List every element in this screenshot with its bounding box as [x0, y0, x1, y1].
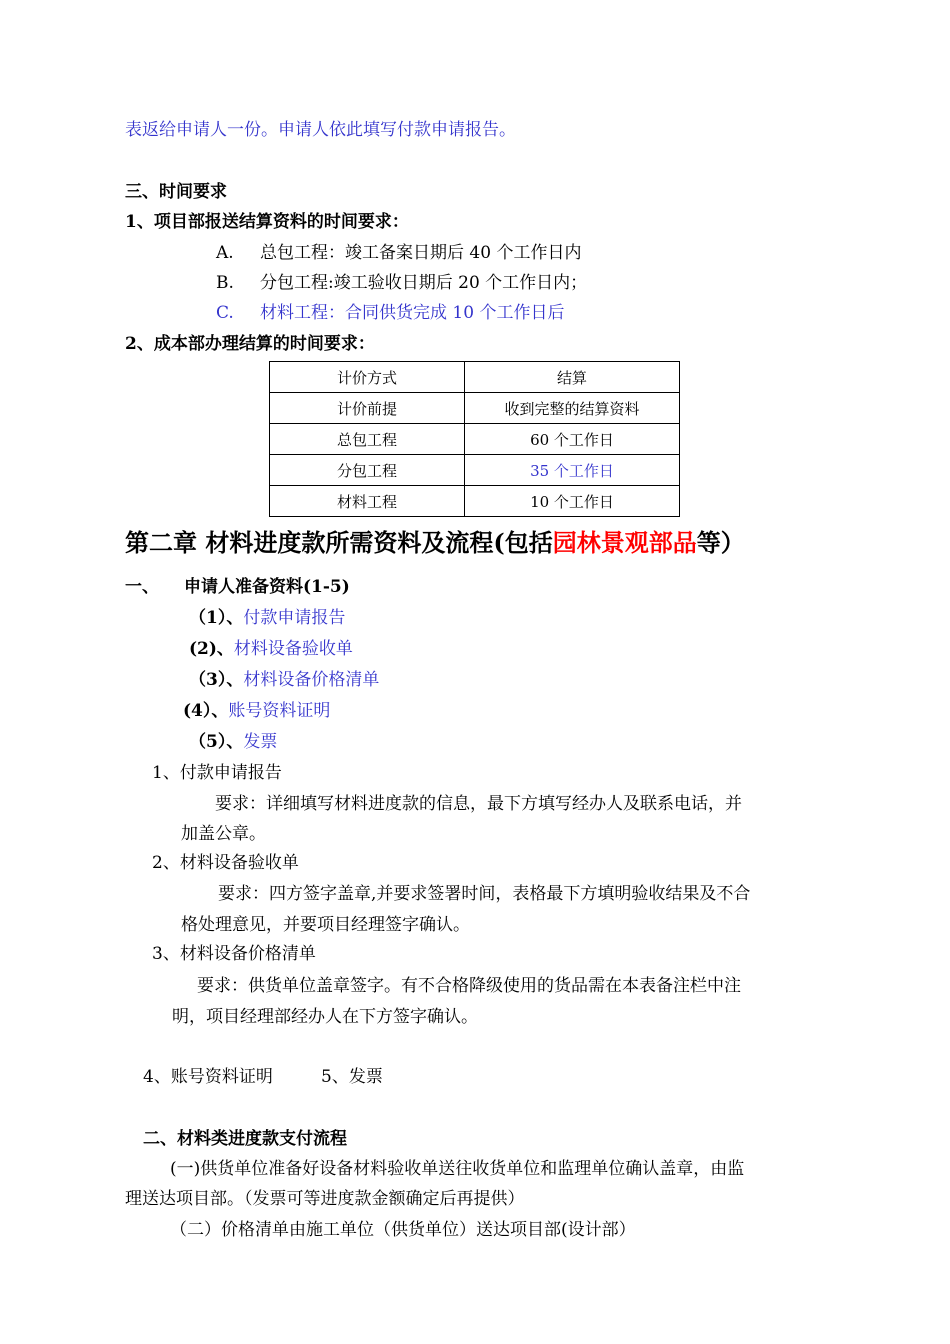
list-item	[189, 730, 277, 754]
table-row	[270, 486, 680, 517]
table-cell: 收到完整的结算资料	[465, 393, 680, 424]
paragraph-line: (一)供货单位准备好设备材料验收单送往收货单位和监理单位确认盖章，由监	[170, 1159, 745, 1179]
table-row	[270, 362, 680, 393]
list-item	[189, 606, 345, 630]
detail-requirement: 加盖公章。	[181, 824, 266, 844]
table-row	[270, 424, 680, 455]
detail-requirement: 格处理意见，并要项目经理签字确认。	[181, 915, 470, 935]
detail-requirement: 明，项目经理部经办人在下方签字确认。	[172, 1007, 478, 1027]
section3-item2-heading: 2、成本部办理结算的时间要求：	[125, 334, 375, 354]
list-item	[189, 668, 379, 692]
list-item-text: 发票	[243, 732, 278, 752]
time-line-text: 总包工程：竣工备案日期后 40 个工作日内	[260, 243, 582, 263]
detail-requirement: 要求：详细填写材料进度款的信息，最下方填写经办人及联系电话，并	[215, 794, 742, 814]
list-item-text: 账号资料证明	[228, 701, 331, 721]
table-cell: 计价方式	[270, 362, 465, 393]
list-item-num: （5）、	[189, 732, 244, 752]
detail-requirement: 要求：四方签字盖章,并要求签署时间，表格最下方填明验收结果及不合	[218, 884, 751, 904]
table-row	[270, 455, 680, 486]
section3-item1-heading: 1、项目部报送结算资料的时间要求：	[125, 212, 409, 232]
chapter-title-main: 第二章 材料进度款所需资料及流程(包括	[125, 528, 553, 557]
paragraph-line: 理送达项目部。（发票可等进度款金额确定后再提供）	[125, 1189, 525, 1209]
time-line-letter: C.	[216, 303, 234, 323]
list-item-num: (2)、	[189, 639, 234, 659]
section3-heading: 三、时间要求	[125, 182, 227, 202]
time-line-b	[216, 271, 588, 295]
table-cell: 计价前提	[270, 393, 465, 424]
chapter-title-highlight: 园林景观部品	[552, 528, 697, 557]
settlement-time-table	[269, 361, 680, 517]
table-cell: 分包工程	[270, 455, 465, 486]
list-item-num: (4）、	[183, 701, 229, 721]
part1-heading-num: 一、	[125, 577, 159, 597]
chapter-title-end: 等）	[696, 528, 745, 557]
list-item-text: 材料设备价格清单	[243, 670, 380, 690]
intro-line: 表返给申请人一份。申请人依此填写付款申请报告。	[125, 120, 516, 140]
time-line-a	[216, 241, 582, 265]
detail-title: 2、材料设备验收单	[152, 853, 299, 873]
paragraph-line: （二）价格清单由施工单位（供货单位）送达项目部(设计部）	[170, 1220, 636, 1240]
time-line-text: 分包工程:竣工验收日期后 20 个工作日内；	[260, 273, 588, 293]
table-cell: 10 个工作日	[465, 486, 680, 517]
part2-heading: 二、材料类进度款支付流程	[143, 1129, 347, 1149]
list-item-num: （3）、	[189, 670, 244, 690]
table-cell: 结算	[465, 362, 680, 393]
time-line-letter: B.	[216, 273, 234, 293]
list-item-text: 付款申请报告	[243, 608, 346, 628]
table-cell: 材料工程	[270, 486, 465, 517]
time-line-letter: A.	[216, 243, 234, 263]
detail-title: 1、付款申请报告	[152, 763, 282, 783]
item5-title: 5、发票	[321, 1067, 383, 1087]
detail-requirement: 要求：供货单位盖章签字。有不合格降级使用的货品需在本表备注栏中注	[197, 976, 741, 996]
time-line-c	[216, 301, 565, 325]
detail-title: 3、材料设备价格清单	[152, 944, 316, 964]
table-cell: 总包工程	[270, 424, 465, 455]
list-item	[189, 637, 353, 661]
table-cell: 60 个工作日	[465, 424, 680, 455]
table-cell: 35 个工作日	[465, 455, 680, 486]
part1-heading: 申请人准备资料(1-5)	[184, 577, 350, 597]
time-line-text: 材料工程：合同供货完成 10 个工作日后	[260, 303, 565, 323]
table-row	[270, 393, 680, 424]
item4-title: 4、账号资料证明	[143, 1067, 273, 1087]
list-item	[183, 699, 330, 723]
chapter-title	[125, 526, 745, 560]
list-item-text: 材料设备验收单	[233, 639, 353, 659]
list-item-num: （1）、	[189, 608, 244, 628]
